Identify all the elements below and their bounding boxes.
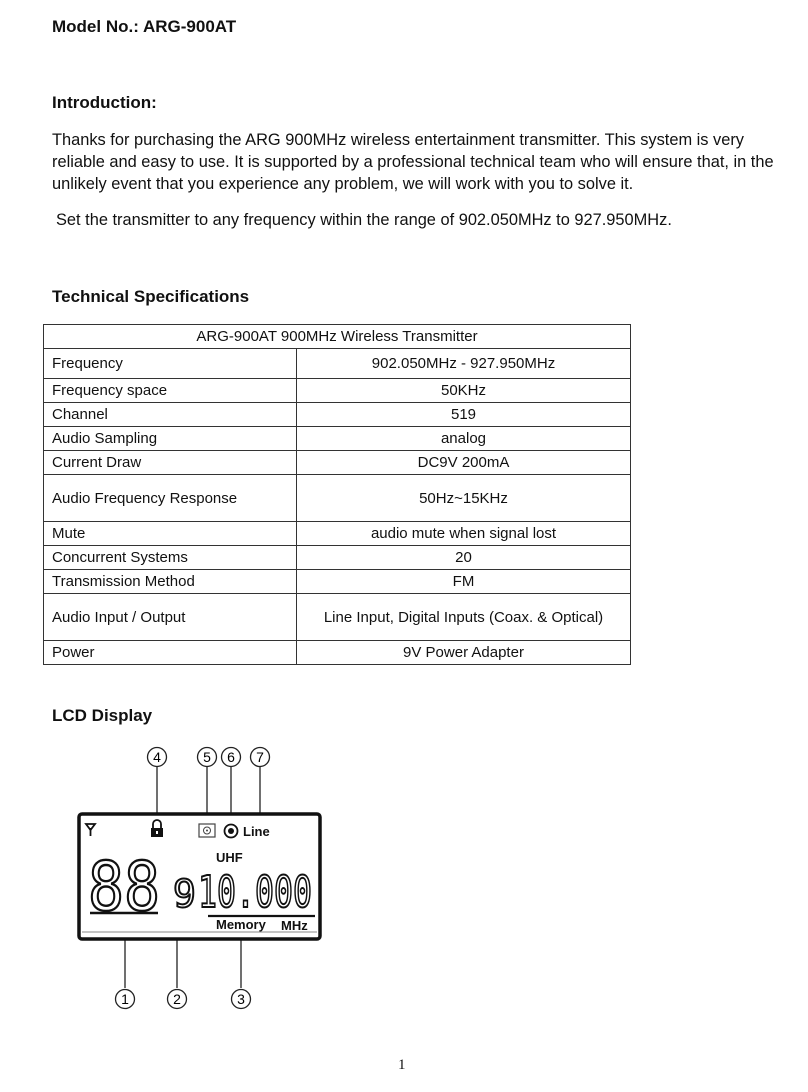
lcd-mhz-label: MHz (281, 918, 308, 933)
callout-6-label: 6 (227, 749, 235, 765)
spec-row (44, 451, 631, 475)
callout-7-label: 7 (256, 749, 264, 765)
spec-row (44, 546, 631, 570)
lcd-small-digit: 9 (173, 872, 196, 916)
spec-row (44, 594, 631, 641)
spec-row (44, 349, 631, 379)
spec-label: Audio Input / Output (44, 594, 297, 641)
lcd-line-label: Line (243, 824, 270, 839)
model-title: Model No.: ARG-900AT (52, 17, 237, 36)
spec-value: Line Input, Digital Inputs (Coax. & Optical) (297, 594, 631, 641)
frequency-range-paragraph: Set the transmitter to any frequency within the range of 902.050MHz to 927.950MHz. (56, 211, 672, 229)
spec-label: Audio Sampling (44, 427, 297, 451)
callout-1 (116, 990, 135, 1009)
spec-table-title: ARG-900AT 900MHz Wireless Transmitter (44, 325, 631, 349)
spec-label: Concurrent Systems (44, 546, 297, 570)
callout-3-label: 3 (237, 991, 245, 1007)
spec-value: 50KHz (297, 379, 631, 403)
spec-row (44, 475, 631, 522)
spec-value: 902.050MHz - 927.950MHz (297, 349, 631, 379)
lcd-uhf-label: UHF (216, 850, 243, 865)
spec-value: DC9V 200mA (297, 451, 631, 475)
spec-row (44, 403, 631, 427)
callout-7 (251, 748, 270, 767)
spec-label: Current Draw (44, 451, 297, 475)
spec-row (44, 379, 631, 403)
lcd-memory-label: Memory (216, 917, 266, 932)
callout-5 (198, 748, 217, 767)
callout-5-label: 5 (203, 749, 211, 765)
spec-row (44, 427, 631, 451)
spec-label: Channel (44, 403, 297, 427)
introduction-paragraph: Thanks for purchasing the ARG 900MHz wireless entertainment transmitter. This system is very reliable and easy to use. It is supported by a professional technical team who will ensure that, in the unlikely event that you experience any problem, we will work with you to solve it. (52, 131, 774, 193)
spec-table-title-row (44, 325, 631, 349)
spec-label: Audio Frequency Response (44, 475, 297, 522)
callout-6 (222, 748, 241, 767)
spec-label: Frequency space (44, 379, 297, 403)
spec-row (44, 641, 631, 665)
lcd-frequency-digits: 10.000 (198, 867, 312, 918)
spec-value: 519 (297, 403, 631, 427)
spec-value: 20 (297, 546, 631, 570)
callout-2-label: 2 (173, 991, 181, 1007)
spec-row (44, 522, 631, 546)
page-number: 1 (398, 1057, 406, 1073)
technical-specifications-heading: Technical Specifications (52, 287, 250, 306)
spec-value: audio mute when signal lost (297, 522, 631, 546)
callout-1-label: 1 (121, 991, 129, 1007)
spec-row (44, 570, 631, 594)
lcd-display-heading: LCD Display (52, 706, 153, 725)
callout-2 (168, 990, 187, 1009)
spec-label: Power (44, 641, 297, 665)
callout-3 (232, 990, 251, 1009)
lcd-channel-digits: 88 (88, 848, 160, 927)
spec-table (43, 324, 631, 665)
callout-4-label: 4 (153, 749, 161, 765)
callout-4 (148, 748, 167, 767)
spec-value: analog (297, 427, 631, 451)
spec-label: Transmission Method (44, 570, 297, 594)
spec-label: Mute (44, 522, 297, 546)
spec-value: 50Hz~15KHz (297, 475, 631, 522)
introduction-heading: Introduction: (52, 93, 157, 112)
spec-value: 9V Power Adapter (297, 641, 631, 665)
lcd-diagram (70, 744, 330, 1016)
spec-value: FM (297, 570, 631, 594)
spec-label: Frequency (44, 349, 297, 379)
